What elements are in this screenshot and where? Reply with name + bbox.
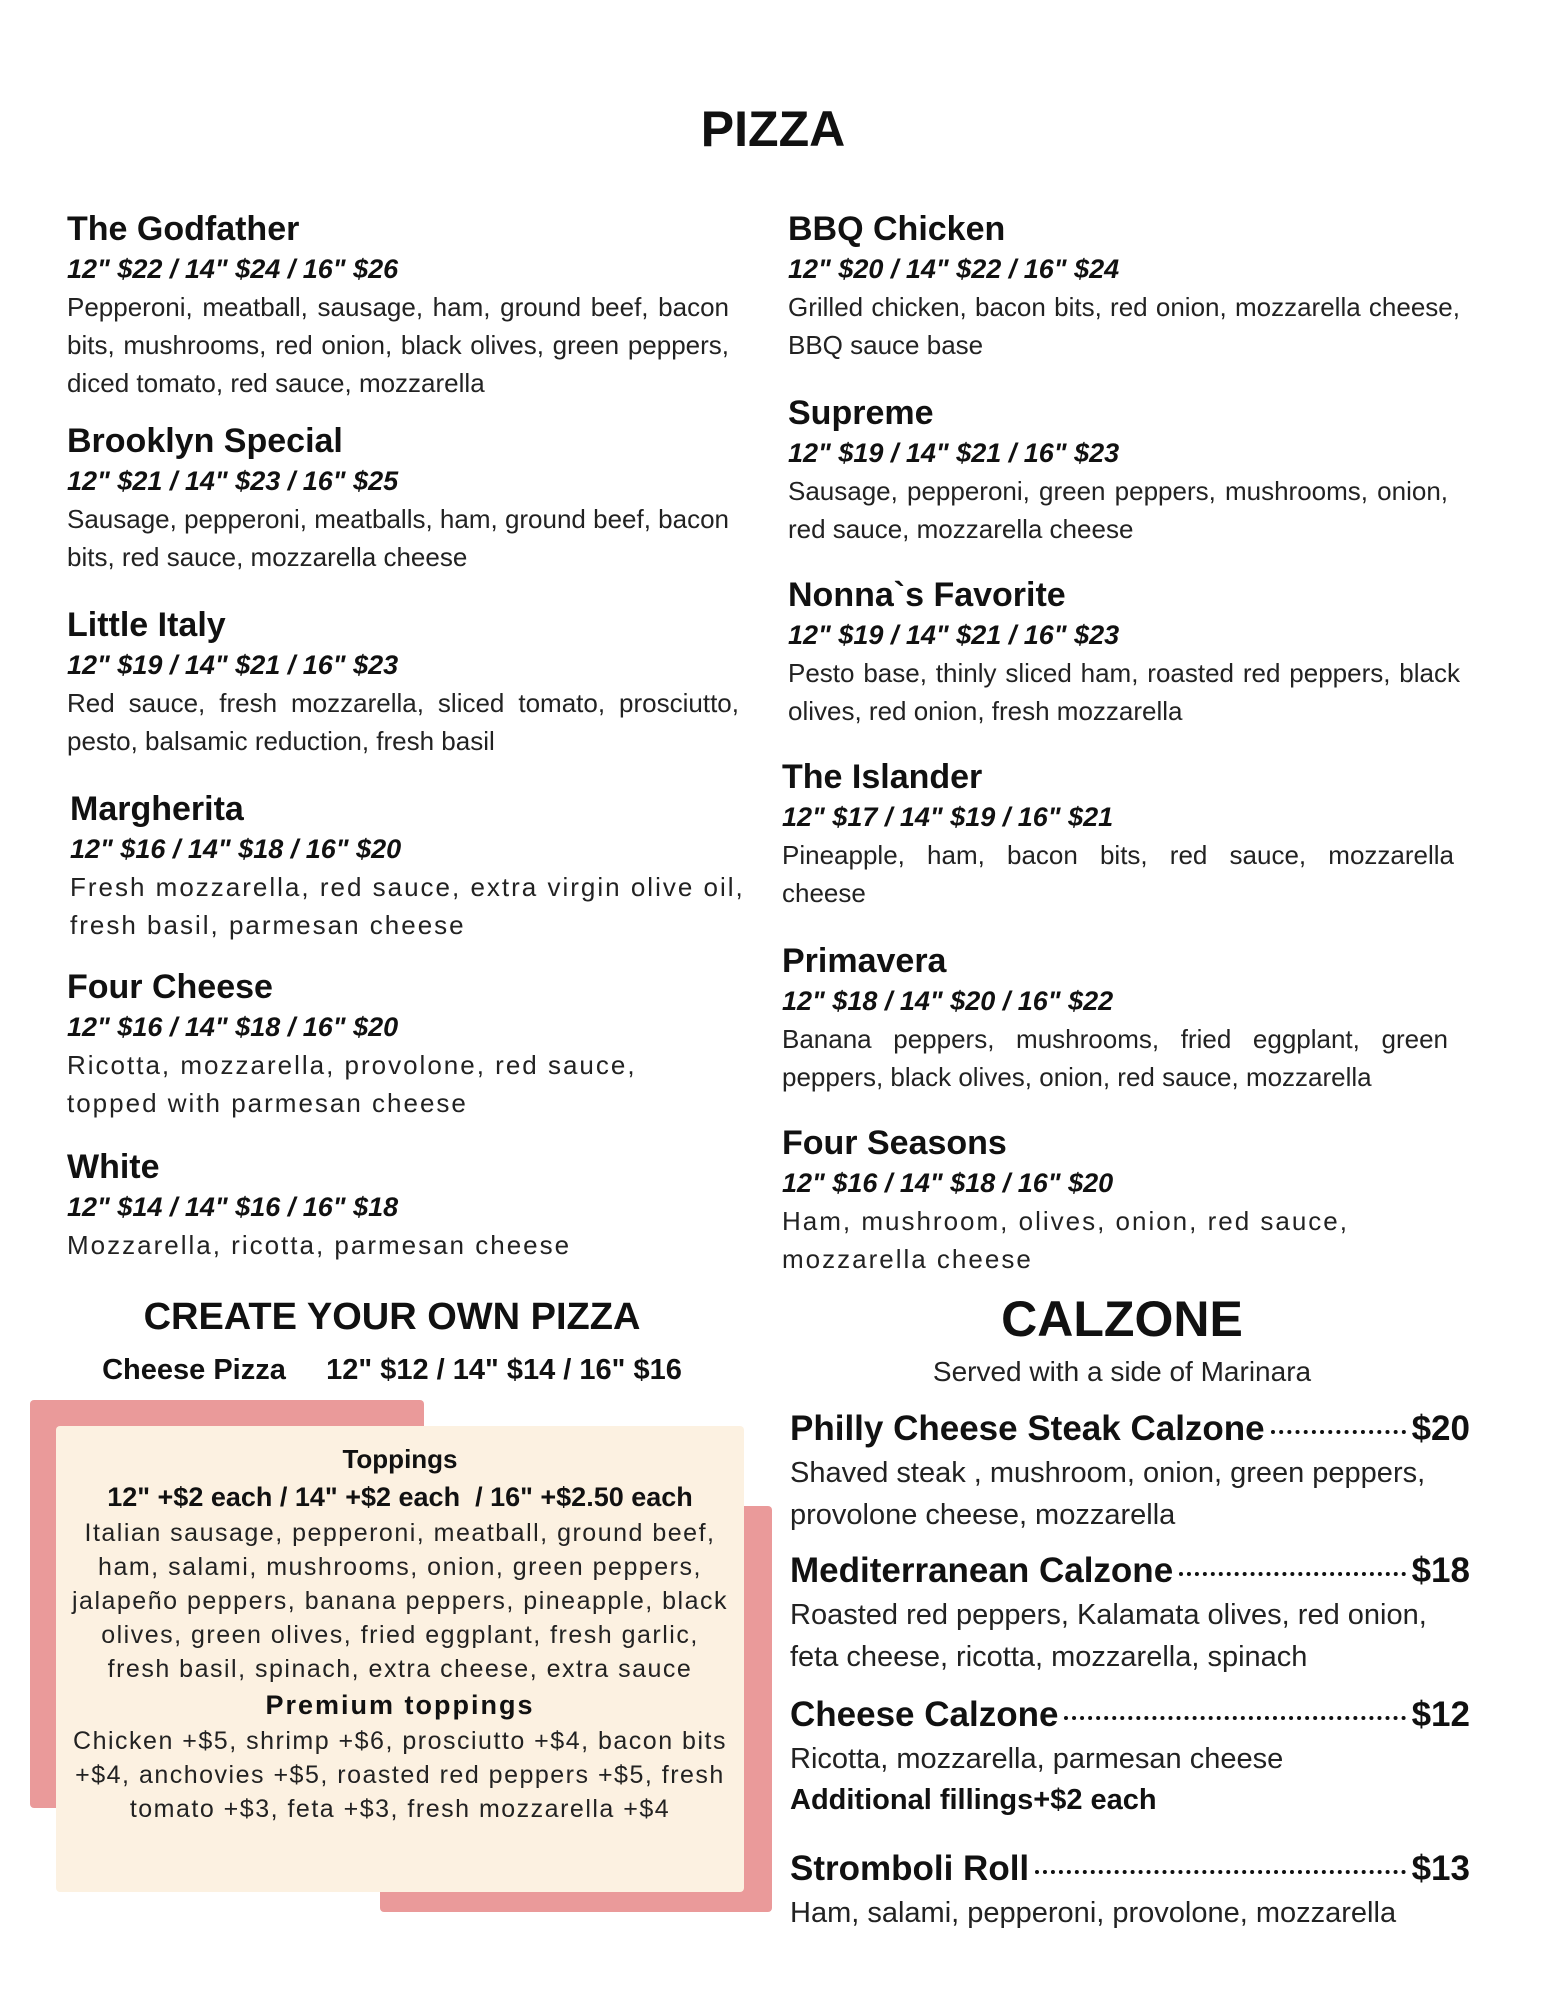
premium-toppings-title: Premium toppings [265,1690,535,1720]
pizza-name: Supreme [788,394,934,432]
dot-leader [1064,1716,1405,1720]
pizza-name: Brooklyn Special [67,422,343,460]
toppings-title: Toppings [342,1444,458,1474]
premium-toppings-list: Chicken +$5, shrimp +$6, prosciutto +$4, bacon bits +$4, anchovies +$5, roasted red peppers +$5, fresh tomato +$3, feta +$3, fresh mozzarella +$4 [73,1727,727,1823]
pizza-name: The Godfather [67,210,300,248]
pizza-description: Grilled chicken, bacon bits, red onion, mozzarella cheese, BBQ sauce base [788,292,1460,360]
pizza-description: Red sauce, fresh mozzarella, sliced tomato, prosciutto, pesto, balsamic reduction, fresh basil [67,688,739,756]
calzone-description: Roasted red peppers, Kalamata olives, red onion, feta cheese, ricotta, mozzarella, spinach [790,1599,1427,1673]
calzone-name: Stromboli Roll [790,1849,1030,1888]
pizza-description: Pesto base, thinly sliced ham, roasted red peppers, black olives, red onion, fresh mozzarella [788,658,1460,726]
page-title: PIZZA [700,101,846,157]
calzone-item [790,1846,1470,1934]
pizza-name: Four Cheese [67,968,273,1006]
pizza-description: Sausage, pepperoni, meatballs, ham, ground beef, bacon bits, red sauce, mozzarella cheese [67,504,730,572]
toppings-box [56,1426,744,1892]
pizza-name: BBQ Chicken [788,210,1006,248]
pizza-name: The Islander [782,758,983,796]
pizza-item [67,420,729,576]
create-your-own-title: CREATE YOUR OWN PIZZA [143,1296,641,1338]
calzone-description: Shaved steak , mushroom, onion, green peppers, provolone cheese, mozzarella [790,1457,1426,1531]
pizza-item [67,604,739,760]
pizza-price: 12" $21 / 14" $23 / 16" $25 [67,466,399,496]
cheese-pizza-row [40,1350,744,1390]
calzone-description: Ham, salami, pepperoni, provolone, mozzarella [790,1897,1397,1929]
calzone-price: $13 [1411,1849,1470,1888]
pizza-item [67,1146,729,1264]
pizza-item [788,208,1460,364]
pizza-item [782,940,1448,1096]
pizza-name: White [67,1148,160,1186]
toppings-price: 12" +$2 each / 14" +$2 each / 16" +$2.50 each [107,1482,693,1512]
calzone-title: CALZONE [1001,1291,1243,1347]
calzone-name: Philly Cheese Steak Calzone [790,1409,1265,1448]
pizza-item [788,392,1448,548]
pizza-price: 12" $19 / 14" $21 / 16" $23 [67,650,399,680]
calzone-item [790,1548,1470,1678]
additional-fillings: Additional fillings+$2 each [790,1784,1157,1816]
pizza-item [70,788,750,944]
pizza-price: 12" $22 / 14" $24 / 16" $26 [67,254,399,284]
calzone-price: $20 [1411,1409,1470,1448]
dot-leader [1271,1430,1406,1434]
pizza-item [67,208,729,402]
calzone-name: Mediterranean Calzone [790,1551,1174,1590]
pizza-price: 12" $14 / 14" $16 / 16" $18 [67,1192,399,1222]
pizza-description: Sausage, pepperoni, green peppers, mushrooms, onion, red sauce, mozzarella cheese [788,476,1448,544]
pizza-price: 12" $19 / 14" $21 / 16" $23 [788,620,1120,650]
pizza-item [782,756,1454,912]
calzone-item [790,1692,1470,1820]
pizza-item [788,574,1460,730]
pizza-description: Ricotta, mozzarella, provolone, red sauce, topped with parmesan cheese [67,1050,637,1118]
calzone-price: $18 [1411,1551,1470,1590]
pizza-price: 12" $20 / 14" $22 / 16" $24 [788,254,1120,284]
pizza-price: 12" $19 / 14" $21 / 16" $23 [788,438,1120,468]
pizza-description: Pineapple, ham, bacon bits, red sauce, mozzarella cheese [782,840,1454,908]
pizza-price: 12" $16 / 14" $18 / 16" $20 [70,834,402,864]
pizza-item [67,966,727,1122]
cheese-pizza-label: Cheese Pizza [102,1354,286,1386]
calzone-description: Ricotta, mozzarella, parmesan cheese [790,1743,1284,1775]
pizza-description: Fresh mozzarella, red sauce, extra virgin olive oil, fresh basil, parmesan cheese [70,872,745,940]
calzone-item [790,1406,1470,1536]
pizza-name: Four Seasons [782,1124,1007,1162]
pizza-name: Primavera [782,942,947,980]
pizza-name: Nonna`s Favorite [788,576,1066,614]
calzone-name: Cheese Calzone [790,1695,1059,1734]
pizza-price: 12" $17 / 14" $19 / 16" $21 [782,802,1114,832]
pizza-description: Banana peppers, mushrooms, fried eggplant, green peppers, black olives, onion, red sauce, mozzarella [782,1024,1448,1092]
cheese-pizza-price: 12" $12 / 14" $14 / 16" $16 [326,1354,682,1386]
pizza-price: 12" $18 / 14" $20 / 16" $22 [782,986,1114,1016]
pizza-item [782,1122,1454,1278]
pizza-name: Margherita [70,790,244,828]
toppings-list: Italian sausage, pepperoni, meatball, ground beef, ham, salami, mushrooms, onion, green peppers, jalapeño peppers, banana peppers, pineapple, black olives, green olives, fried eggplant, fresh garlic, fresh basil, spinach, extra cheese, extra sauce [71,1519,728,1683]
pizza-price: 12" $16 / 14" $18 / 16" $20 [782,1168,1114,1198]
calzone-subtitle: Served with a side of Marinara [932,1356,1312,1387]
pizza-name: Little Italy [67,606,226,644]
pizza-description: Pepperoni, meatball, sausage, ham, ground beef, bacon bits, mushrooms, red onion, black olives, green peppers, diced tomato, red sauce, mozzarella [67,292,729,398]
dot-leader [1179,1572,1405,1576]
dot-leader [1035,1870,1405,1874]
pizza-price: 12" $16 / 14" $18 / 16" $20 [67,1012,399,1042]
pizza-description: Mozzarella, ricotta, parmesan cheese [67,1230,572,1260]
pizza-description: Ham, mushroom, olives, onion, red sauce, mozzarella cheese [782,1206,1349,1274]
calzone-price: $12 [1411,1695,1470,1734]
